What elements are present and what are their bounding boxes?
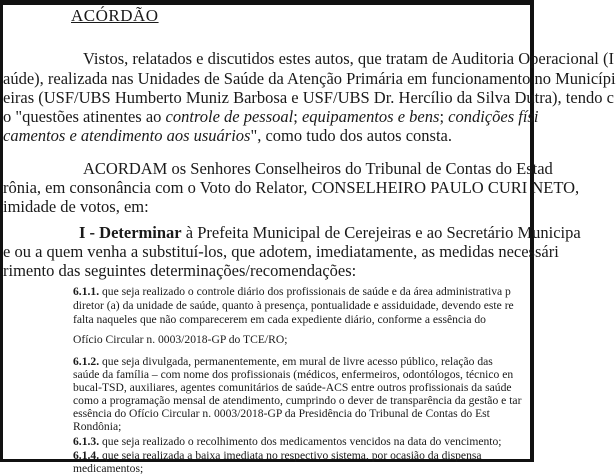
item-6-1-1-line2: diretor (a) da unidade de saúde, quanto à presença, pontualidade e assiduidade, devendo este re	[73, 299, 514, 312]
item-number: 6.1.1.	[73, 285, 100, 298]
item-number: 6.1.2.	[73, 355, 100, 368]
item-number: 6.1.4.	[73, 449, 100, 462]
para1-sep-2: ;	[439, 107, 449, 126]
item-6-1-2-line6: Rondônia;	[73, 420, 122, 433]
document-title: ACÓRDÃO	[71, 6, 159, 25]
item-text: que seja realizada a baixa imediata no respectivo sistema, por ocasião da dispensa	[99, 449, 482, 462]
para1-sep-1: ;	[293, 107, 302, 126]
para1-line4-text: o "questões atinentes ao	[3, 107, 166, 126]
para3-line1-text: à Prefeita Municipal de Cerejeiras e ao Secretário Municipa	[181, 223, 581, 242]
para2-line2: rônia, em consonância com o Voto do Relator, CONSELHEIRO PAULO CURI NETO,	[3, 178, 580, 197]
item-6-1-1-line4: Ofício Circular n. 0003/2018-GP do TCE/RO;	[73, 333, 288, 346]
item-6-1-4-line2: medicamentos;	[73, 462, 144, 475]
item-6-1-2-line1	[73, 356, 493, 368]
item-6-1-4-line1	[73, 450, 482, 462]
item-text: que seja divulgada, permanentemente, em mural de livre acesso público, relação das	[99, 355, 493, 368]
para1-line2: aúde), realizada nas Unidades de Saúde da Atenção Primária em funcionamento no Municípi	[3, 69, 616, 88]
para1-line1: Vistos, relatados e discutidos estes autos, que tratam de Auditoria Operacional (I	[83, 49, 614, 68]
para1-emphasis-4: camentos e atendimento aos usuários	[3, 126, 251, 145]
para2-line3: imidade de votos, em:	[3, 197, 149, 216]
item-number: 6.1.3.	[73, 435, 100, 448]
para1-line5-text: ", como tudo dos autos consta.	[250, 126, 452, 145]
para2-line1: ACORDAM os Senhores Conselheiros do Tribunal de Contas do Estad	[83, 159, 553, 178]
item-6-1-3-line1	[73, 436, 502, 448]
para1-line3: eiras (USF/UBS Humberto Muniz Barbosa e USF/UBS Dr. Hercílio da Silva Dutra), tendo c	[3, 88, 614, 107]
top-border	[3, 3, 530, 5]
determination-heading: I - Determinar	[79, 223, 182, 242]
para1-emphasis-1: controle de pessoal	[165, 107, 294, 126]
item-text: que seja realizado o controle diário dos profissionais de saúde e da área administrativa p	[99, 285, 511, 298]
para3-line1	[79, 225, 581, 242]
para3-line3: rimento das seguintes determinações/recomendações:	[3, 261, 357, 280]
item-6-1-2-line2: saúde da família – com nome dos profissionais (médicos, enfermeiros, odontólogos, técnico en	[73, 368, 514, 381]
para1-line5	[3, 128, 452, 145]
para3-line2: e ou a quem venha a substituí-los, que adotem, imediatamente, as medidas necessári	[3, 242, 559, 261]
item-6-1-1-line3: falta naqueles que não comparecerem em cada expediente diário, conforme a essência do	[73, 313, 486, 326]
item-text: que seja realizado o recolhimento dos medicamentos vencidos na data do vencimento;	[99, 435, 502, 448]
para1-emphasis-3: condições físi	[448, 107, 539, 126]
para1-line4	[3, 109, 538, 126]
item-6-1-2-line3: bucal-TSD, auxiliares, agentes comunitários de saúde-ACS entre outros profissionais da saúde	[73, 381, 512, 394]
item-6-1-2-line4: como a programação mensal de atendimento, cumprindo o dever de transparência da gestão e tar	[73, 394, 522, 407]
item-6-1-1-line1	[73, 286, 511, 298]
item-6-1-2-line5: essência do Ofício Circular n. 0003/2018-GP da Presidência do Tribunal de Contas do Est	[73, 407, 490, 420]
para1-emphasis-2: equipamentos e bens	[301, 107, 440, 126]
